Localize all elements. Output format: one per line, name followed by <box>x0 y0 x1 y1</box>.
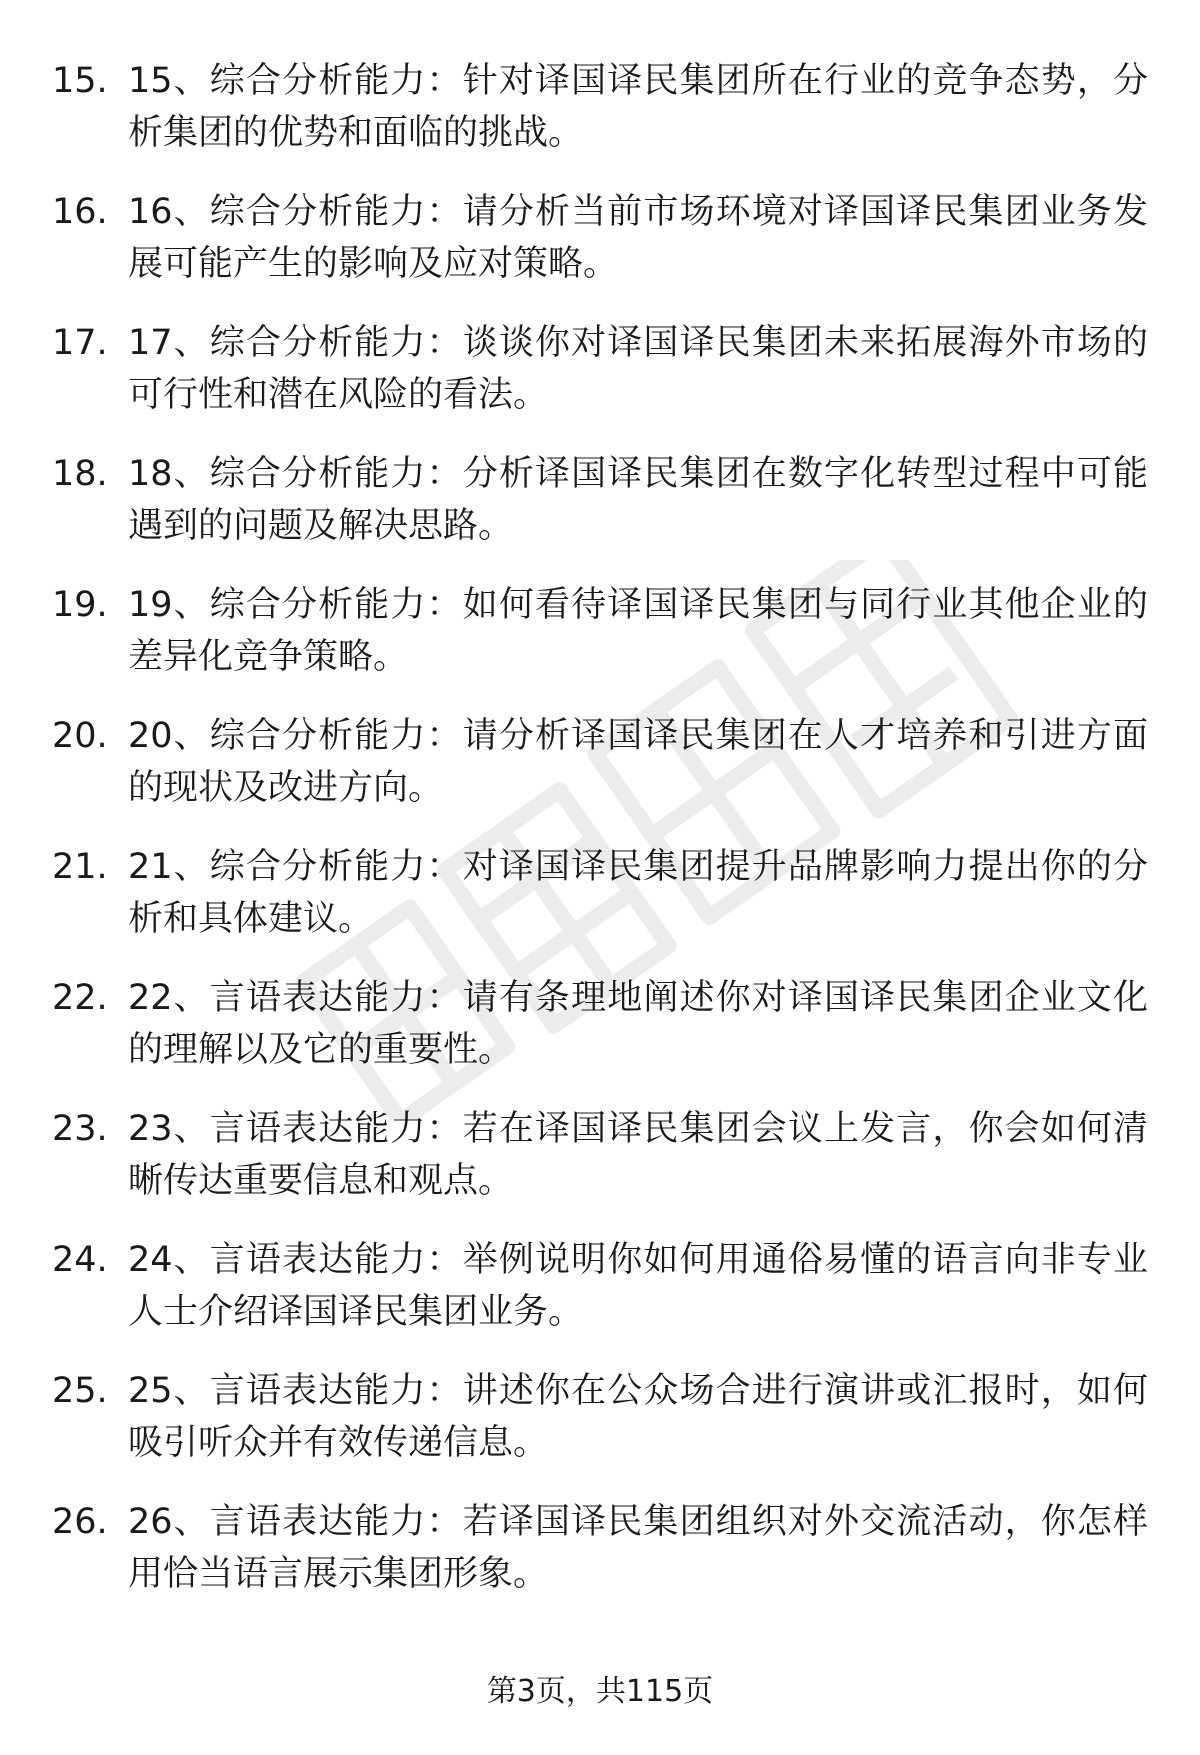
question-number: 15. <box>52 61 108 101</box>
question-text: 26、言语表达能力：若译国译民集团组织对外交流活动，你怎样用恰当语言展示集团形象。 <box>128 1502 1148 1594</box>
question-number: 21. <box>52 847 108 887</box>
question-number: 22. <box>52 978 108 1018</box>
page-footer: 第3页，共115页 <box>486 1674 714 1709</box>
question-number: 18. <box>52 454 108 494</box>
question-number: 26. <box>52 1502 108 1542</box>
question-text: 15、综合分析能力：针对译国译民集团所在行业的竞争态势，分析集团的优势和面临的挑战。 <box>128 61 1148 153</box>
question-text: 23、言语表达能力：若在译国译民集团会议上发言，你会如何清晰传达重要信息和观点。 <box>128 1109 1148 1201</box>
question-list <box>0 55 1200 1627</box>
question-text: 21、综合分析能力：对译国译民集团提升品牌影响力提出你的分析和具体建议。 <box>128 847 1148 939</box>
list-item <box>0 186 1200 317</box>
question-text: 24、言语表达能力：举例说明你如何用通俗易懂的语言向非专业人士介绍译国译民集团业务。 <box>128 1240 1148 1332</box>
question-number: 17. <box>52 323 108 363</box>
question-text: 25、言语表达能力：讲述你在公众场合进行演讲或汇报时，如何吸引听众并有效传递信息。 <box>128 1371 1148 1463</box>
question-text: 18、综合分析能力：分析译国译民集团在数字化转型过程中可能遇到的问题及解决思路。 <box>128 454 1148 546</box>
question-number: 25. <box>52 1371 108 1411</box>
list-item <box>0 972 1200 1103</box>
question-text: 16、综合分析能力：请分析当前市场环境对译国译民集团业务发展可能产生的影响及应对策略。 <box>128 192 1148 284</box>
question-number: 20. <box>52 716 108 756</box>
list-item <box>0 1103 1200 1234</box>
list-item <box>0 1234 1200 1365</box>
list-item <box>0 55 1200 186</box>
list-item <box>0 1365 1200 1496</box>
list-item <box>0 1496 1200 1627</box>
list-item <box>0 448 1200 579</box>
question-number: 24. <box>52 1240 108 1280</box>
list-item <box>0 317 1200 448</box>
question-number: 23. <box>52 1109 108 1149</box>
question-text: 20、综合分析能力：请分析译国译民集团在人才培养和引进方面的现状及改进方向。 <box>128 716 1148 808</box>
question-text: 17、综合分析能力：谈谈你对译国译民集团未来拓展海外市场的可行性和潜在风险的看法。 <box>128 323 1148 415</box>
question-number: 19. <box>52 585 108 625</box>
list-item <box>0 710 1200 841</box>
question-text: 19、综合分析能力：如何看待译国译民集团与同行业其他企业的差异化竞争策略。 <box>128 585 1148 677</box>
question-text: 22、言语表达能力：请有条理地阐述你对译国译民集团企业文化的理解以及它的重要性。 <box>128 978 1148 1070</box>
list-item <box>0 841 1200 972</box>
list-item <box>0 579 1200 710</box>
question-number: 16. <box>52 192 108 232</box>
